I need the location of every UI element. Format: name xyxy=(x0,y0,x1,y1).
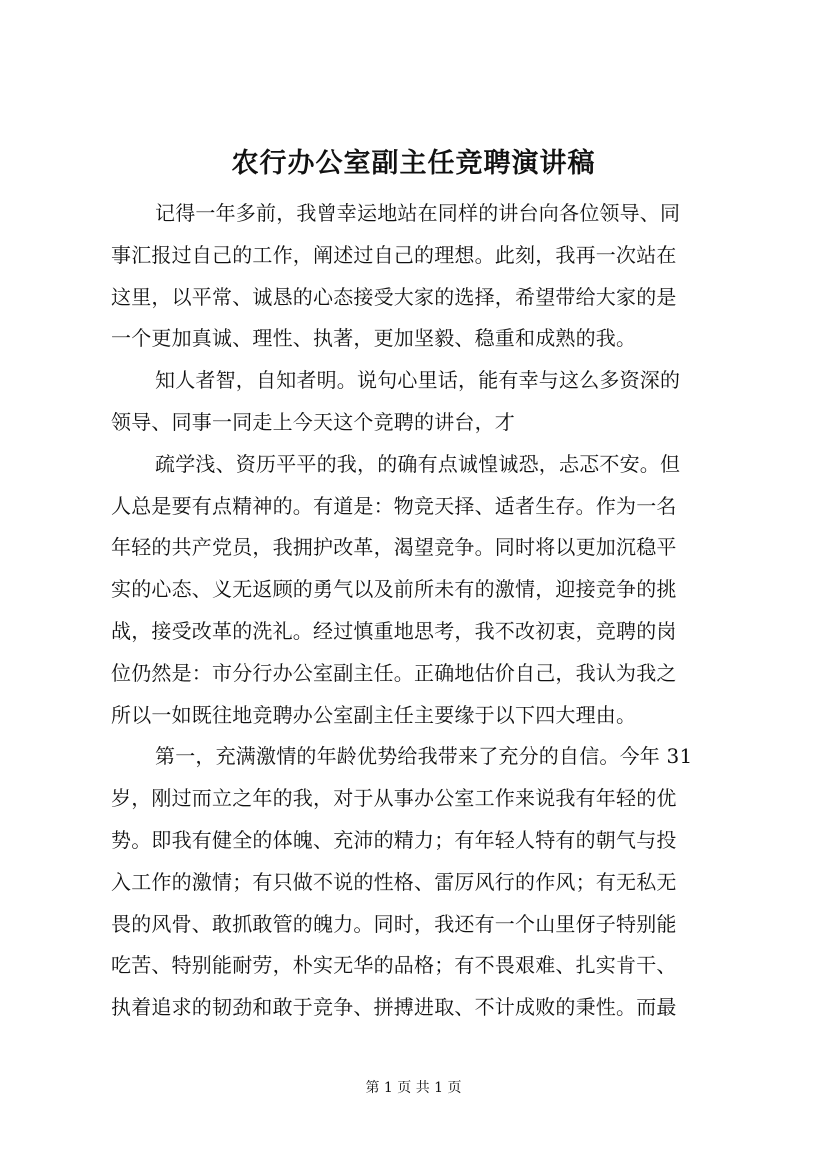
paragraph-line: 疏学浅、资历平平的我，的确有点诚惶诚恐，忐忑不安。但 xyxy=(155,451,681,476)
paragraph-line: 记得一年多前，我曾幸运地站在同样的讲台向各位领导、同 xyxy=(155,201,681,225)
paragraph-line: 战，接受改革的洗礼。经过慎重地思考，我不改初衷，竞聘的岗 xyxy=(111,618,677,643)
document-body xyxy=(111,193,723,1029)
page-footer: 第 1 页 共 1 页 xyxy=(365,1080,462,1096)
paragraph-line: 实的心态、义无返顾的勇气以及前所未有的激情，迎接竞争的挑 xyxy=(111,577,677,602)
paragraph-line: 岁，刚过而立之年的我，对于从事办公室工作来说我有年轻的优 xyxy=(111,786,677,811)
paragraph-line: 知人者智，自知者明。说句心里话，能有幸与这么多资深的 xyxy=(155,368,681,393)
paragraph-line: 入工作的激情；有只做不说的性格、雷厉风行的作风；有无私无 xyxy=(111,869,677,894)
paragraph-line: 畏的风骨、敢抓敢管的魄力。同时，我还有一个山里伢子特别能 xyxy=(111,911,677,936)
paragraph-line: 所以一如既往地竞聘办公室副主任主要缘于以下四大理由。 xyxy=(111,702,637,727)
paragraph-line: 执着追求的韧劲和敢于竞争、拼搏进取、不计成败的秉性。而最 xyxy=(111,995,677,1020)
paragraph-line: 位仍然是：市分行办公室副主任。正确地估价自己，我认为我之 xyxy=(111,660,677,685)
paragraph-line: 事汇报过自己的工作，阐述过自己的理想。此刻，我再一次站在 xyxy=(111,242,677,267)
paragraph-line: 一个更加真诚、理性、执著，更加坚毅、稳重和成熟的我。 xyxy=(111,326,637,351)
document-title: 农行办公室副主任竞聘演讲稿 xyxy=(231,148,596,179)
paragraph-line: 吃苦、特别能耐劳，朴实无华的品格；有不畏艰难、扎实肯干、 xyxy=(111,953,677,978)
paragraph-line: 人总是要有点精神的。有道是：物竞天择、适者生存。作为一名 xyxy=(111,493,677,518)
paragraph-line: 这里，以平常、诚恳的心态接受大家的选择，希望带给大家的是 xyxy=(111,284,677,309)
paragraph-line: 第一，充满激情的年龄优势给我带来了充分的自信。今年 31 xyxy=(155,744,693,769)
paragraph-line: 势。即我有健全的体魄、充沛的精力；有年轻人特有的朝气与投 xyxy=(111,827,677,852)
paragraph-line: 领导、同事一同走上今天这个竞聘的讲台，才 xyxy=(111,409,515,434)
paragraph-line: 年轻的共产党员，我拥护改革，渴望竞争。同时将以更加沉稳平 xyxy=(111,535,677,560)
